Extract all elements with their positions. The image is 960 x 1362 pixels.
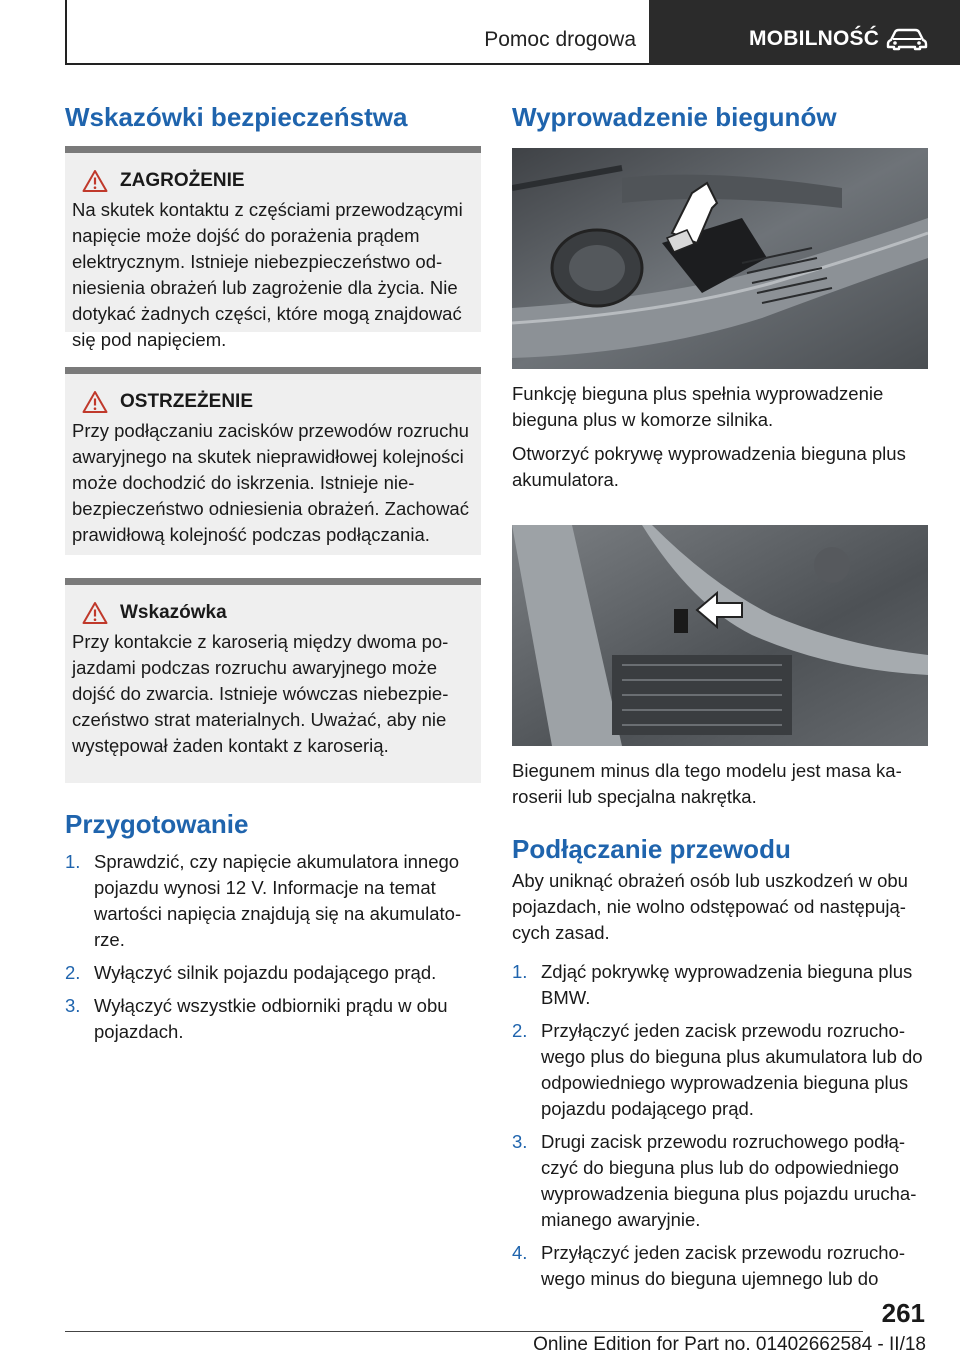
warning-triangle-icon [82,169,108,193]
notice-title: Wskazówka [120,602,227,623]
negative-terminal-figure [512,525,928,746]
step-text: Drugi zacisk przewodu rozruchowego podłączyć do bieguna plus lub do odpowiedniego wyprowadzenia bieguna plus pojazdu uruchamianego awaryjnie. [541,1131,917,1230]
warning-text: Przy podłączaniu zacisków przewodów rozruchu awaryjnego na skutek nieprawidłowej kolejności może dochodzić do iskrzenia. Istnieje niebezpieczeństwo odniesienia obrażeń. Zachować prawidłową kolejność podczas podłączania. [72,420,469,545]
list-item [512,1018,928,1122]
header-section-title: Pomoc drogowa [484,28,636,51]
footer-rule [65,1331,863,1332]
step-text: Sprawdzić, czy napięcie akumulatora innego pojazdu wynosi 12 V. Informacje na temat wartości napięcia znajdują się na akumulatorze. [94,851,462,950]
step-text: Wyłączyć wszystkie odbiorniki prądu w obu pojazdach. [94,995,448,1042]
terminals-heading: Wyprowadzenie biegunów [512,102,837,132]
right-column [512,100,928,1299]
list-item [65,960,481,986]
step-number: 1. [65,851,81,872]
car-icon [886,27,928,51]
list-item [65,849,481,953]
positive-terminal-figure [512,148,928,369]
step-text: Wyłączyć silnik pojazdu podającego prąd. [94,962,437,983]
warning-title: OSTRZEŻENIE [120,391,254,412]
step-number: 3. [65,995,81,1016]
header-bottom-rule [65,63,649,65]
terminals-paragraph-3: Biegunem minus dla tego modelu jest masa karoserii lub specjalna nakrętka. [512,760,902,807]
notice-text: Przy kontakcie z karoserią między dwoma pojazdami podczas rozruchu awaryjnego może dojść do zwarcia. Istnieje wówczas niebezpieczeństwo strat materialnych. Uważać, aby nie występował żaden kontakt z karoserią. [72,631,449,756]
warning-box [65,367,481,555]
terminals-paragraph-2: Otworzyć pokrywę wyprowadzenia bieguna plus akumulatora. [512,443,906,490]
step-number: 2. [65,962,81,983]
step-text: Przyłączyć jeden zacisk przewodu rozruchowego plus do bieguna plus akumulatora lub do odpowiedniego wyprowadzenia bieguna plus pojazdu podającego prąd. [541,1020,923,1119]
terminals-paragraph-1: Funkcję bieguna plus spełnia wyprowadzenie bieguna plus w komorze silnika. [512,383,884,430]
step-number: 3. [512,1131,528,1152]
preparation-heading: Przygotowanie [65,809,249,839]
header-left-rule [65,0,67,64]
connecting-intro: Aby uniknąć obrażeń osób lub uszkodzeń w obu pojazdach, nie wolno odstępować od następujących zasad. [512,870,908,943]
danger-text: Na skutek kontaktu z częściami przewodzącymi napięcie może dojść do porażenia prądem elektrycznym. Istnieje niebezpieczeństwo odniesienia obrażeń lub zagrożenie dla życia. Nie dotykać żadnych części, które mogą znajdować się pod napięciem. [72,199,463,350]
warning-triangle-icon [82,601,108,625]
page-number: 261 [881,1298,925,1328]
left-column [65,100,481,1052]
engine-bay-photo [512,148,928,369]
header-chapter-tab [649,0,960,65]
danger-title: ZAGROŻENIE [120,170,245,191]
step-text: Zdjąć pokrywkę wyprowadzenia bieguna plus BMW. [541,961,913,1008]
safety-heading: Wskazówki bezpieczeństwa [65,102,408,132]
engine-bay-photo [512,525,928,746]
danger-box [65,146,481,350]
step-number: 4. [512,1242,528,1263]
header-chapter-label: MOBILNOŚĆ [749,27,880,50]
step-text: Przyłączyć jeden zacisk przewodu rozruchowego minus do bieguna ujemnego lub do [541,1242,905,1289]
preparation-steps [65,849,481,1045]
list-item [512,959,928,1011]
notice-box [65,578,481,783]
connecting-steps [512,959,928,1292]
step-number: 1. [512,961,528,982]
step-number: 2. [512,1020,528,1041]
list-item [65,993,481,1045]
connecting-heading: Podłączanie przewodu [512,834,791,864]
list-item [512,1240,928,1292]
edition-note: Online Edition for Part no. 01402662584 - II/18 [533,1334,926,1355]
warning-triangle-icon [82,390,108,414]
list-item [512,1129,928,1233]
